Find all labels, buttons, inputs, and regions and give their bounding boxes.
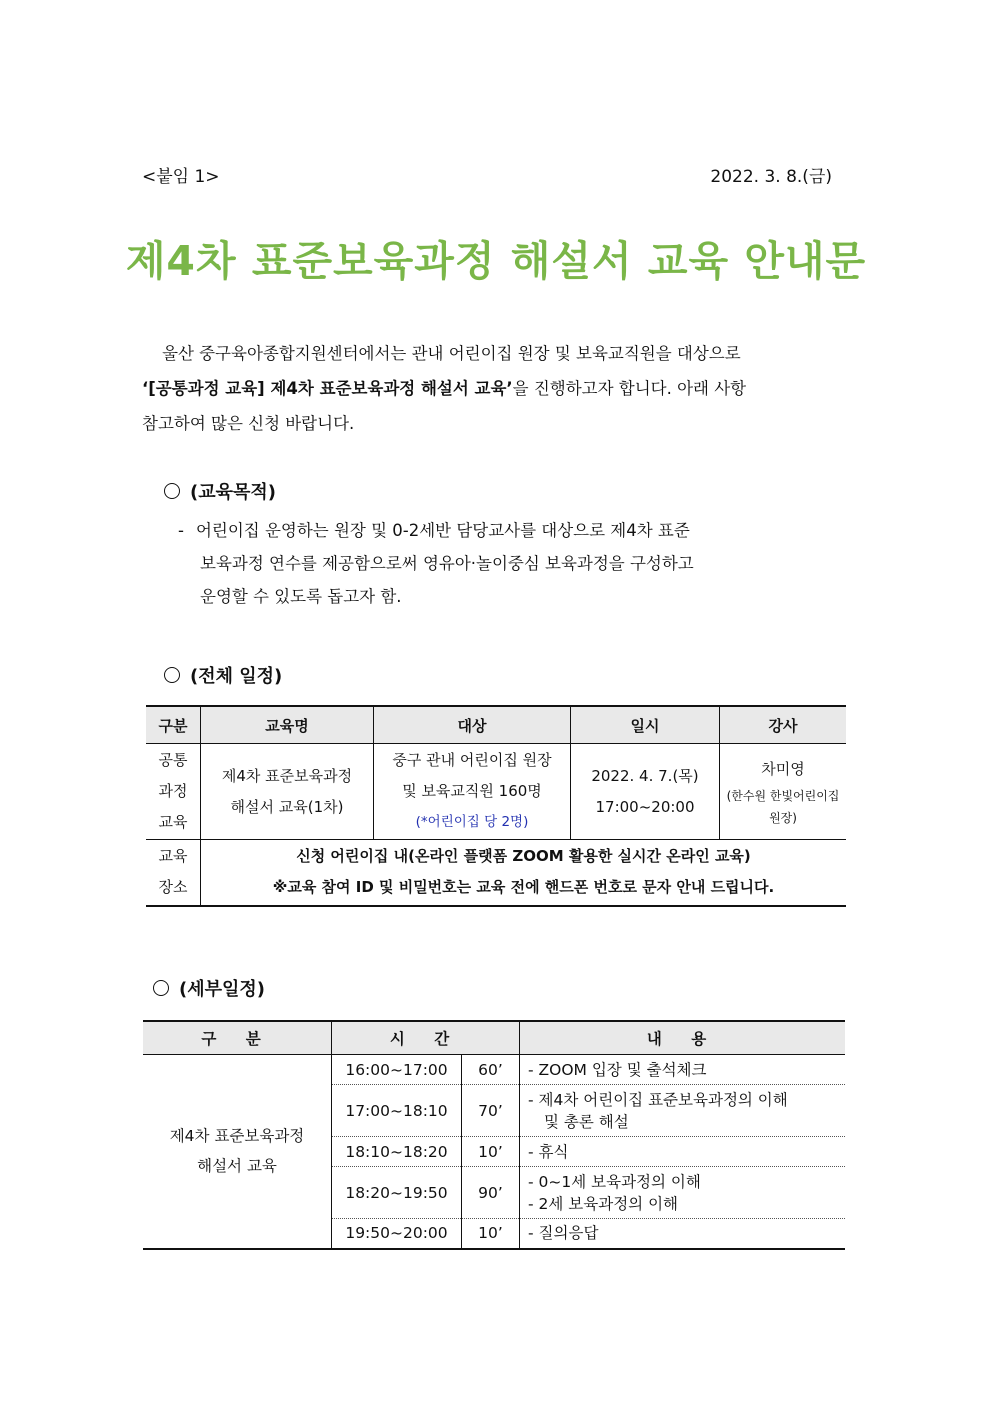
table-row xyxy=(143,1055,845,1085)
content-cell xyxy=(520,1167,846,1219)
course-line: 제4차 표준보육과정 xyxy=(221,766,353,785)
overall-schedule-table xyxy=(146,705,846,907)
content-cell xyxy=(520,1085,846,1137)
circle-bullet-icon xyxy=(153,980,169,996)
col-header-category: 구 분 xyxy=(143,1021,332,1055)
place-label-line: 교육 xyxy=(158,847,188,866)
schedule-heading xyxy=(164,662,282,688)
col-header-instructor: 강사 xyxy=(720,706,847,744)
category-cell xyxy=(146,744,201,840)
category-line: 공통 xyxy=(158,751,188,769)
duration-cell: 60’ xyxy=(462,1055,520,1085)
circle-bullet-icon xyxy=(164,483,180,499)
place-cell xyxy=(201,840,847,906)
course-cell xyxy=(201,744,374,840)
purpose-text-1: 어린이집 운영하는 원장 및 0-2세반 담당교사를 대상으로 제4차 표준 xyxy=(195,521,690,540)
target-note: (*어린이집 당 2명) xyxy=(415,814,529,830)
intro-text-2: 을 진행하고자 합니다. 아래 사항 xyxy=(512,379,747,398)
content-cell xyxy=(520,1219,846,1249)
time-cell: 18:10~18:20 xyxy=(332,1137,462,1167)
content-line: - 휴식 xyxy=(528,1142,569,1161)
dash-bullet: - xyxy=(178,521,184,540)
detail-category-line: 제4차 표준보육과정 xyxy=(169,1127,305,1146)
target-line: 중구 관내 어린이집 원장 xyxy=(392,751,552,769)
course-line: 해설서 교육(1차) xyxy=(230,797,344,816)
content-line: - 질의응답 xyxy=(528,1224,599,1243)
duration-cell: 90’ xyxy=(462,1167,520,1219)
datetime-cell xyxy=(571,744,720,840)
instructor-note: (한수원 한빛어린이집 xyxy=(726,789,840,803)
col-header-category: 구분 xyxy=(146,706,201,744)
target-line: 및 보육교직원 160명 xyxy=(402,782,542,800)
table-header-row xyxy=(143,1021,845,1055)
content-cell xyxy=(520,1055,846,1085)
col-header-time: 시 간 xyxy=(332,1021,520,1055)
col-header-target: 대상 xyxy=(374,706,571,744)
place-text: 신청 어린이집 내(온라인 플랫폼 ZOOM 활용한 실시간 온라인 교육) xyxy=(296,847,751,866)
category-line: 과정 xyxy=(158,782,188,800)
intro-text-1: 울산 중구육아종합지원센터에서는 관내 어린이집 원장 및 보육교직원을 대상으로 xyxy=(162,344,741,363)
schedule-heading-text: (전체 일정) xyxy=(190,666,283,687)
instructor-note: 원장) xyxy=(769,811,797,825)
table-header-row xyxy=(146,706,846,744)
content-cell xyxy=(520,1137,846,1167)
detail-category-line: 해설서 교육 xyxy=(197,1157,277,1176)
place-notice: ※교육 참여 ID 및 비밀번호는 교육 전에 핸드폰 번호로 문자 안내 드립니다. xyxy=(272,878,775,897)
instructor-name: 차미영 xyxy=(761,760,805,778)
time-cell: 16:00~17:00 xyxy=(332,1055,462,1085)
place-label-cell xyxy=(146,840,201,906)
detail-schedule-table xyxy=(143,1020,845,1250)
purpose-heading xyxy=(164,478,276,504)
duration-cell: 70’ xyxy=(462,1085,520,1137)
instructor-cell xyxy=(720,744,847,840)
detail-category-cell xyxy=(143,1055,332,1249)
time-cell: 17:00~18:10 xyxy=(332,1085,462,1137)
table-row xyxy=(146,840,846,906)
content-line: - 0~1세 보육과정의 이해 xyxy=(528,1172,701,1191)
page-title: 제4차 표준보육과정 해설서 교육 안내문 xyxy=(125,237,867,285)
col-header-course: 교육명 xyxy=(201,706,374,744)
detail-heading-text: (세부일정) xyxy=(179,979,266,1000)
intro-line-3: 참고하여 많은 신청 바랍니다. xyxy=(142,414,355,433)
intro-paragraph xyxy=(142,336,850,441)
content-line: - ZOOM 입장 및 출석체크 xyxy=(528,1060,707,1079)
date-text: 2022. 4. 7.(목) xyxy=(591,766,699,785)
time-text: 17:00~20:00 xyxy=(595,797,695,816)
table-row xyxy=(146,744,846,840)
place-label-line: 장소 xyxy=(158,878,188,897)
intro-bold-title: ‘[공통과정 교육] 제4차 표준보육과정 해설서 교육’ xyxy=(142,379,513,398)
purpose-line-2: 보육과정 연수를 제공함으로써 영유아·놀이중심 보육과정을 구성하고 xyxy=(200,554,694,573)
document-date: 2022. 3. 8.(금) xyxy=(710,167,832,187)
col-header-datetime: 일시 xyxy=(571,706,720,744)
purpose-line-3: 운영할 수 있도록 돕고자 함. xyxy=(200,587,402,606)
content-line: - 제4차 어린이집 표준보육과정의 이해 xyxy=(528,1090,788,1109)
target-cell xyxy=(374,744,571,840)
purpose-heading-text: (교육목적) xyxy=(190,482,277,503)
intro-line-1 xyxy=(142,336,850,371)
intro-line-2 xyxy=(142,371,850,406)
time-cell: 18:20~19:50 xyxy=(332,1167,462,1219)
purpose-body xyxy=(178,514,850,613)
content-line: 및 총론 해설 xyxy=(544,1112,629,1131)
duration-cell: 10’ xyxy=(462,1219,520,1249)
time-cell: 19:50~20:00 xyxy=(332,1219,462,1249)
detail-heading xyxy=(153,975,265,1001)
purpose-line-1 xyxy=(178,514,850,547)
category-line: 교육 xyxy=(158,813,188,831)
content-line: - 2세 보육과정의 이해 xyxy=(528,1194,679,1213)
circle-bullet-icon xyxy=(164,667,180,683)
attachment-label: <붙임 1> xyxy=(142,167,220,187)
duration-cell: 10’ xyxy=(462,1137,520,1167)
col-header-content: 내 용 xyxy=(520,1021,846,1055)
